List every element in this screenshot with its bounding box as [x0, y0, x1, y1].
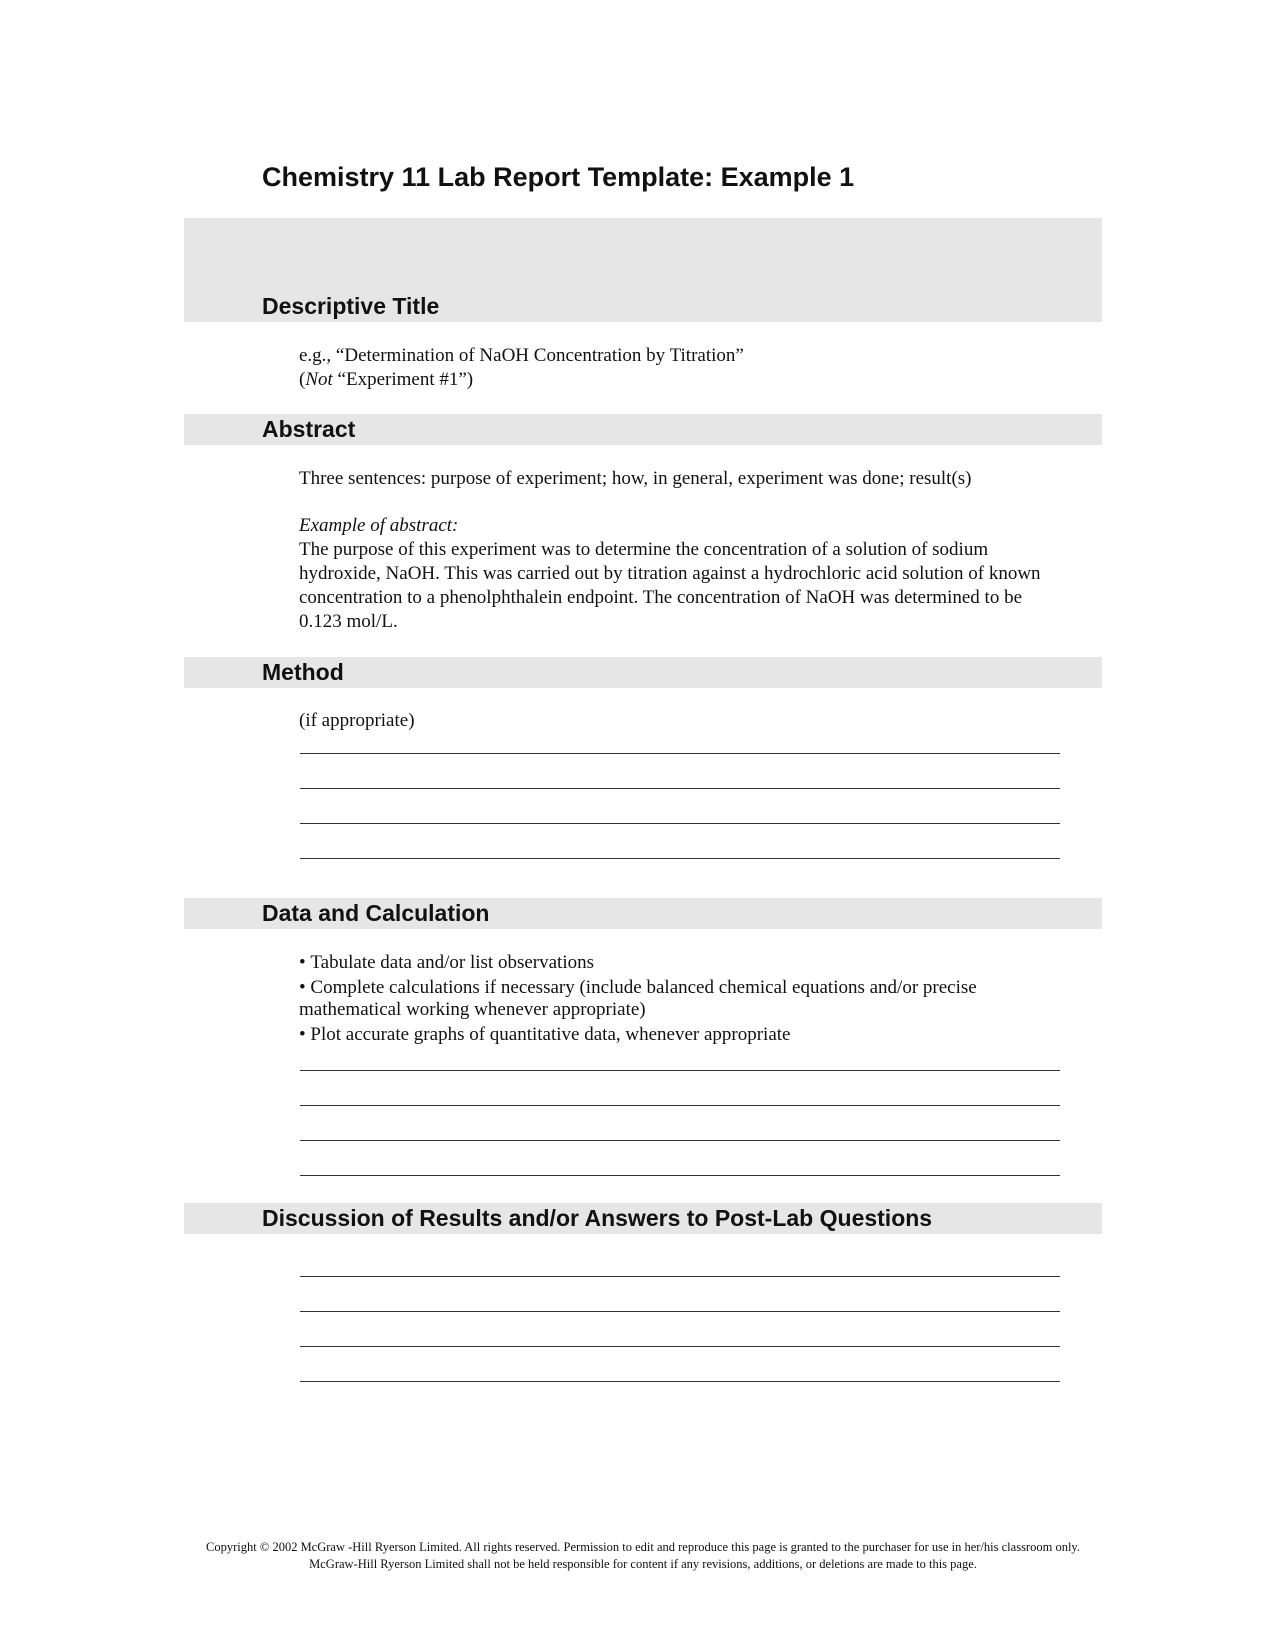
abstract-example-text: The purpose of this experiment was to determine the concentration of a solution of sodium hydroxide, NaOH. This was carried out by titration against a hydrochloric acid solution of known concentration to a phenolphthalein endpoint. The concentration of NaOH was determined to be 0.123 mol/L.: [299, 539, 1041, 632]
abstract-example-label: Example of abstract:: [299, 515, 459, 536]
example-title-line: e.g., “Determination of NaOH Concentration by Titration”: [299, 345, 744, 366]
write-line[interactable]: [300, 753, 1060, 754]
list-item: • Tabulate data and/or list observations: [299, 952, 1069, 974]
copyright-footer: Copyright © 2002 McGraw -Hill Ryerson Limited. All rights reserved. Permission to edit and reproduce this page is granted to the purchaser for use in her/his classroom only. McGraw-Hill Ryerson Limited shall not be held responsible for content if any revisions, additions, or deletions are made to this page.: [206, 1540, 1080, 1571]
write-line[interactable]: [300, 788, 1060, 789]
method-note: (if appropriate): [299, 710, 415, 731]
list-item: • Complete calculations if necessary (include balanced chemical equations and/or precise mathematical working whenever appropriate): [299, 977, 1069, 1021]
write-line[interactable]: [300, 1381, 1060, 1382]
method-body: [299, 709, 1069, 733]
write-line[interactable]: [300, 823, 1060, 824]
write-line[interactable]: [300, 1175, 1060, 1176]
page-title: Chemistry 11 Lab Report Template: Example 1: [262, 162, 855, 192]
write-line[interactable]: [300, 1105, 1060, 1106]
not-emphasis: Not: [305, 369, 333, 390]
write-line[interactable]: [300, 1311, 1060, 1312]
section-header-data-calculation: [184, 898, 1102, 929]
section-heading: Data and Calculation: [262, 900, 490, 926]
write-line[interactable]: [300, 858, 1060, 859]
write-line[interactable]: [300, 1140, 1060, 1141]
section-header-descriptive-title: [184, 218, 1102, 322]
data-calculation-body: [299, 952, 1069, 1049]
section-heading: Descriptive Title: [262, 293, 440, 319]
section-header-discussion: [184, 1203, 1102, 1234]
write-line[interactable]: [300, 1346, 1060, 1347]
write-line[interactable]: [300, 1276, 1060, 1277]
instruction-list: [299, 952, 1069, 1046]
not-example-line: (Not “Experiment #1”): [299, 369, 474, 390]
section-header-method: [184, 657, 1102, 688]
section-heading: Abstract: [262, 416, 356, 442]
write-line[interactable]: [300, 1070, 1060, 1071]
section-heading: Discussion of Results and/or Answers to Post-Lab Questions: [262, 1205, 933, 1231]
abstract-body: [299, 467, 1069, 634]
list-item: • Plot accurate graphs of quantitative data, whenever appropriate: [299, 1024, 1069, 1046]
section-heading: Method: [262, 659, 344, 685]
section-header-abstract: [184, 414, 1102, 445]
descriptive-title-body: [299, 344, 1069, 392]
abstract-instruction: Three sentences: purpose of experiment; how, in general, experiment was done; result(s): [299, 468, 972, 489]
